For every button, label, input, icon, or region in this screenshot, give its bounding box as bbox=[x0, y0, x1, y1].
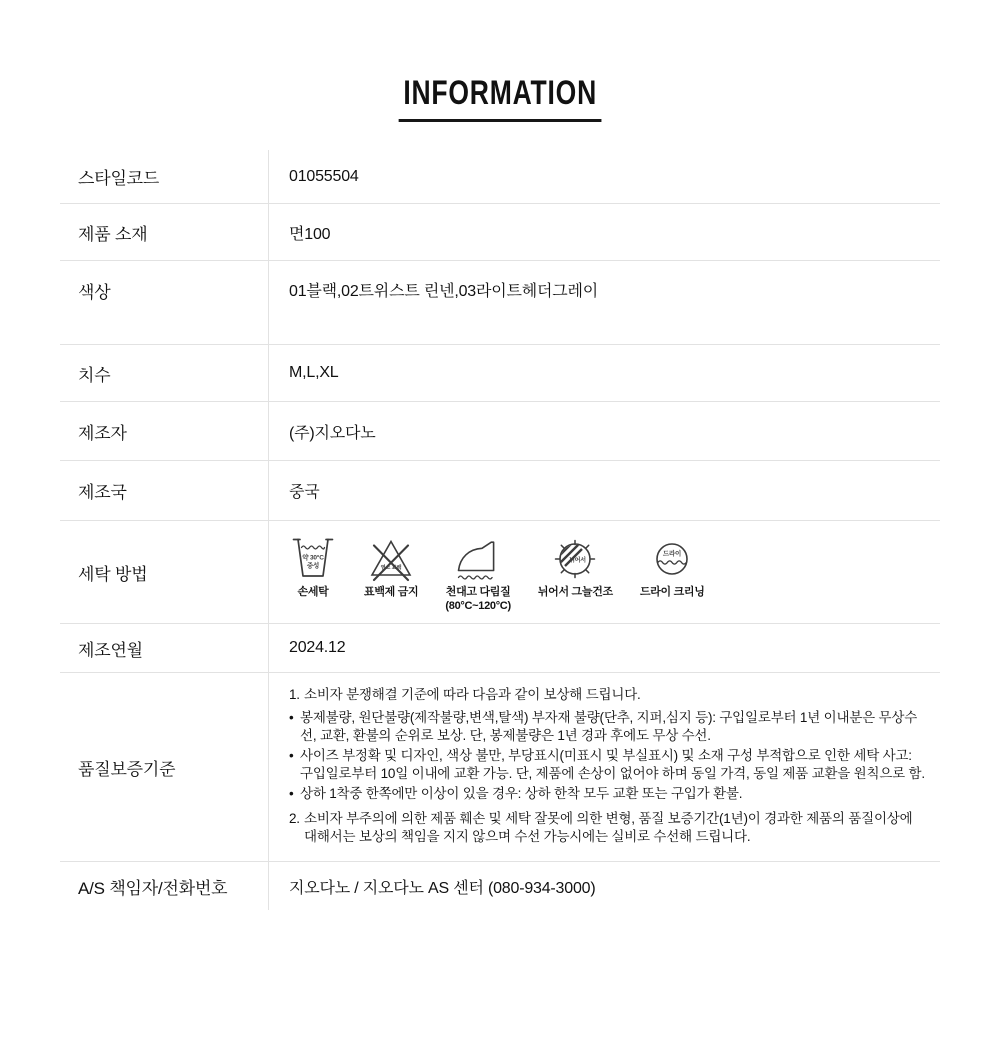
row-label: 스타일코드 bbox=[78, 169, 160, 188]
care-icons-cell bbox=[268, 521, 940, 623]
warranty-bullet: • 봉제불량, 원단불량(제작불량,변색,탈색) 부자재 불량(단추, 지퍼,심지 등): 구입일로부터 1년 이내분은 무상수선, 교환, 환불의 순위로 보상. 단, 봉제불량은 1년 경과 후에도 무상 수선. bbox=[289, 709, 918, 743]
row-value: 중국 bbox=[268, 461, 940, 520]
row-label: 제조자 bbox=[78, 423, 127, 443]
warranty-item-1: 1. 소비자 분쟁해결 기준에 따라 다음과 같이 보상해 드립니다. bbox=[289, 687, 641, 702]
row-label: 세탁 방법 bbox=[78, 564, 148, 584]
hand-wash-icon bbox=[289, 534, 337, 582]
care-item-no-bleach bbox=[364, 534, 418, 614]
svg-text:염소 표백: 염소 표백 bbox=[380, 565, 402, 571]
svg-text:중성: 중성 bbox=[306, 562, 320, 570]
row-value: (주)지오다노 bbox=[268, 402, 940, 460]
page-header bbox=[0, 74, 1000, 126]
table-row-warranty bbox=[60, 673, 940, 862]
no-bleach-icon bbox=[367, 534, 415, 582]
row-label: 색상 bbox=[78, 283, 111, 302]
dry-clean-icon bbox=[648, 534, 696, 582]
care-icon-list bbox=[289, 534, 705, 614]
table-row-wash-method bbox=[60, 521, 940, 624]
dry-flat-shade-icon bbox=[551, 534, 599, 582]
warranty-bullet-list bbox=[289, 709, 926, 803]
row-label: 제조국 bbox=[78, 483, 127, 502]
iron-with-cloth-icon bbox=[454, 534, 502, 582]
warranty-item-2: 2. 소비자 부주의에 의한 제품 훼손 및 세탁 잘못에 의한 변형, 품질 보증기간(1년)이 경과한 제품의 품질이상에 대해서는 보상의 책임을 지지 않으며 수선 가능시에는 실비로 수선해 드립니다. bbox=[289, 810, 913, 844]
svg-text:드라이: 드라이 bbox=[663, 550, 682, 558]
care-item-dry-flat-shade bbox=[538, 534, 613, 614]
row-value: 01055504 bbox=[268, 150, 940, 203]
row-label: A/S 책임자/전화번호 bbox=[78, 878, 228, 898]
table-row-manufacture-date bbox=[60, 624, 940, 673]
row-value: 2024.12 bbox=[268, 624, 940, 672]
row-value: 지오다노 / 지오다노 AS 센터 (080-934-3000) bbox=[268, 862, 940, 910]
care-item-dry-clean bbox=[640, 534, 705, 614]
product-info-table bbox=[60, 150, 940, 910]
row-label: 제조연월 bbox=[78, 640, 143, 660]
row-label: 치수 bbox=[78, 365, 111, 385]
care-caption: 뉘어서 그늘건조 bbox=[537, 586, 613, 598]
care-caption: 표백제 금지 bbox=[364, 586, 419, 598]
care-item-iron bbox=[445, 534, 510, 614]
svg-text:약 30°C: 약 30°C bbox=[302, 554, 324, 562]
svg-text:뉘어서: 뉘어서 bbox=[569, 558, 587, 564]
table-row-as-contact bbox=[60, 862, 940, 910]
care-caption: 손세탁 bbox=[297, 586, 329, 598]
warranty-bullet: • 상하 1착중 한쪽에만 이상이 있을 경우: 상하 한착 모두 교환 또는 구입가 환불. bbox=[289, 785, 743, 801]
warranty-bullet: • 사이즈 부정확 및 디자인, 색상 불만, 부당표시(미표시 및 부실표시) 및 소재 구성 부적합으로 인한 세탁 사고: 구입일로부터 10일 이내에 교환 가능. 단, 제품에 손상이 없어야 하며 동일 가격, 동일 제품 교환을 원칙으로 함. bbox=[289, 747, 925, 781]
table-row-country bbox=[60, 461, 940, 521]
table-row-style-code bbox=[60, 150, 940, 204]
table-row-manufacturer bbox=[60, 402, 940, 461]
table-row-color bbox=[60, 261, 940, 345]
row-value: M,L,XL bbox=[268, 345, 940, 401]
warranty-text bbox=[268, 673, 940, 861]
table-row-material bbox=[60, 204, 940, 261]
row-value: 01블랙,02트위스트 린넨,03라이트헤더그레이 bbox=[268, 261, 940, 344]
page-title: INFORMATION bbox=[398, 74, 601, 122]
row-value: 면100 bbox=[268, 204, 940, 260]
table-row-size bbox=[60, 345, 940, 402]
care-caption: 천대고 다림질 (80°C~120°C) bbox=[445, 586, 511, 613]
care-item-hand-wash bbox=[289, 534, 337, 614]
row-label: 제품 소재 bbox=[78, 224, 148, 244]
care-caption: 드라이 크리닝 bbox=[639, 586, 705, 598]
row-label: 품질보증기준 bbox=[78, 759, 176, 779]
